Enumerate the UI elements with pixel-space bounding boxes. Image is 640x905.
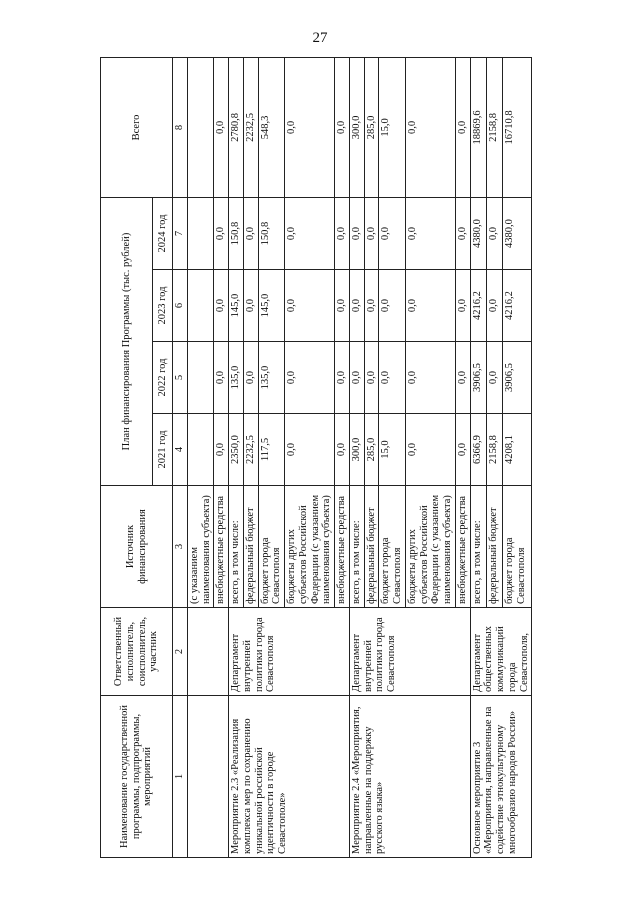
measure-name-cell: Мероприятие 2.4 «Мероприятия, направленные на поддержку русского языка» <box>349 696 470 858</box>
value-total: 0,0 <box>405 57 455 197</box>
value-2024: 0,0 <box>335 197 350 269</box>
source-cell: всего, в том числе: <box>349 486 364 608</box>
source-cell: внебюджетные средства <box>335 486 350 608</box>
value-2023: 0,0 <box>285 270 335 342</box>
header-total: Всего <box>101 57 173 197</box>
value-2022: 0,0 <box>214 342 229 414</box>
value-2024: 150,8 <box>229 197 244 269</box>
index-cell: 5 <box>173 342 188 414</box>
value-2024: 0,0 <box>455 197 470 269</box>
value-total: 285,0 <box>364 57 379 197</box>
header-source: Источник финансирования <box>101 486 173 608</box>
value-2024: 4380,0 <box>503 197 532 269</box>
value-2022: 0,0 <box>405 342 455 414</box>
value-2022: 0,0 <box>379 342 406 414</box>
value-total: 2158,8 <box>486 57 502 197</box>
value-total: 0,0 <box>214 57 229 197</box>
source-cell: бюджет города Севастополя <box>379 486 406 608</box>
value-2023: 145,0 <box>229 270 244 342</box>
value-2023: 0,0 <box>379 270 406 342</box>
measure-name-cell: Мероприятие 2.3 «Реализация комплекса мер по сохранению уникальной российской идентичности в городе Севастополе» <box>229 696 350 858</box>
value-2022: 135,0 <box>258 342 285 414</box>
value-2024: 4380,0 <box>470 197 486 269</box>
value-2022: 0,0 <box>285 342 335 414</box>
source-cell: (с указанием наименования субъекта) <box>187 486 214 608</box>
index-cell: 7 <box>173 197 188 269</box>
value-2023: 0,0 <box>486 270 502 342</box>
value-2022: 0,0 <box>364 342 379 414</box>
index-cell: 3 <box>173 486 188 608</box>
value-2022: 0,0 <box>349 342 364 414</box>
financing-table <box>100 57 532 858</box>
value-total: 18869,6 <box>470 57 486 197</box>
value-2022: 3906,5 <box>470 342 486 414</box>
name-cell <box>187 696 228 858</box>
executor-cell <box>187 608 228 696</box>
index-cell: 6 <box>173 270 188 342</box>
value-total: 2780,8 <box>229 57 244 197</box>
value-2021: 2158,8 <box>486 414 502 486</box>
value-2021: 300,0 <box>349 414 364 486</box>
value-total: 0,0 <box>335 57 350 197</box>
value-2021: 0,0 <box>214 414 229 486</box>
measure-name-cell: Основное мероприятие 3 «Мероприятия, направленные на содействие этнокультурному многообразию народов России» <box>470 696 532 858</box>
value-2024: 0,0 <box>285 197 335 269</box>
value-2021: 4208,1 <box>503 414 532 486</box>
index-cell: 4 <box>173 414 188 486</box>
header-year-2023: 2023 год <box>153 270 173 342</box>
index-cell: 1 <box>173 696 188 858</box>
source-cell: федеральный бюджет <box>364 486 379 608</box>
value-2024: 0,0 <box>349 197 364 269</box>
value-2021: 0,0 <box>335 414 350 486</box>
value-2024: 0,0 <box>214 197 229 269</box>
value-total: 15,0 <box>379 57 406 197</box>
index-cell: 8 <box>173 57 188 197</box>
source-cell: бюджет города Севастополя <box>258 486 285 608</box>
value-2022: 135,0 <box>229 342 244 414</box>
value-2023: 0,0 <box>214 270 229 342</box>
table-header <box>101 57 188 857</box>
source-cell: всего, в том числе: <box>229 486 244 608</box>
value-2023: 4216,2 <box>470 270 486 342</box>
value-2023: 0,0 <box>243 270 258 342</box>
value-2023: 0,0 <box>335 270 350 342</box>
value-2024: 150,8 <box>258 197 285 269</box>
header-plan: План финансирования Программы (тыс. рублей) <box>101 197 153 485</box>
value-2024: 0,0 <box>405 197 455 269</box>
table-row <box>349 57 364 857</box>
value-2021: 6366,9 <box>470 414 486 486</box>
value-2023: 4216,2 <box>503 270 532 342</box>
source-cell: внебюджетные средства <box>214 486 229 608</box>
rotated-table-container <box>100 58 593 858</box>
page-number: 27 <box>312 30 328 46</box>
value-2023: 0,0 <box>349 270 364 342</box>
executor-cell: Департамент внутренней политики города Севастополя <box>349 608 470 696</box>
value-2022: 0,0 <box>486 342 502 414</box>
source-cell: бюджеты других субъектов Российской Федерации (с указанием наименования субъекта) <box>405 486 455 608</box>
executor-cell: Департамент общественных коммуникаций города Севастополя, <box>470 608 532 696</box>
value-total: 548,3 <box>258 57 285 197</box>
value-2021: 285,0 <box>364 414 379 486</box>
table-row <box>229 57 244 857</box>
header-year-2022: 2022 год <box>153 342 173 414</box>
table-row <box>187 57 214 857</box>
source-cell: бюджет города Севастополя <box>503 486 532 608</box>
value-2024: 0,0 <box>364 197 379 269</box>
value-2022: 3906,5 <box>503 342 532 414</box>
value-2021: 0,0 <box>455 414 470 486</box>
header-year-2024: 2024 год <box>153 197 173 269</box>
source-cell: федеральный бюджет <box>486 486 502 608</box>
index-cell: 2 <box>173 608 188 696</box>
value-2022: 0,0 <box>243 342 258 414</box>
source-cell: федеральный бюджет <box>243 486 258 608</box>
value-2023: 0,0 <box>364 270 379 342</box>
value-total: 2232,5 <box>243 57 258 197</box>
executor-cell: Департамент внутренней политики города Севастополя <box>229 608 350 696</box>
value-2023: 0,0 <box>405 270 455 342</box>
value-total: 16710,8 <box>503 57 532 197</box>
value-2024: 0,0 <box>486 197 502 269</box>
value-2022: 0,0 <box>455 342 470 414</box>
source-cell: всего, в том числе: <box>470 486 486 608</box>
column-index-row <box>173 57 188 857</box>
value-2021: 0,0 <box>285 414 335 486</box>
value-2024: 0,0 <box>379 197 406 269</box>
value-2022: 0,0 <box>335 342 350 414</box>
source-cell: внебюджетные средства <box>455 486 470 608</box>
value-2023: 145,0 <box>258 270 285 342</box>
value-2021: 15,0 <box>379 414 406 486</box>
table-row <box>470 57 486 857</box>
value-total: 0,0 <box>455 57 470 197</box>
value-2021: 2232,5 <box>243 414 258 486</box>
source-cell: бюджеты других субъектов Российской Федерации (с указанием наименования субъекта) <box>285 486 335 608</box>
header-executor: Ответственный исполнитель, соисполнитель, участник <box>101 608 173 696</box>
value-2024: 0,0 <box>243 197 258 269</box>
value-total: 0,0 <box>285 57 335 197</box>
value-2023: 0,0 <box>455 270 470 342</box>
value-2021: 0,0 <box>405 414 455 486</box>
header-year-2021: 2021 год <box>153 414 173 486</box>
value-2021: 117,5 <box>258 414 285 486</box>
table-body <box>187 57 532 857</box>
value-2021: 2350,0 <box>229 414 244 486</box>
value-total: 300,0 <box>349 57 364 197</box>
header-program-name: Наименование государственной программы, подпрограммы, мероприятий <box>101 696 173 858</box>
